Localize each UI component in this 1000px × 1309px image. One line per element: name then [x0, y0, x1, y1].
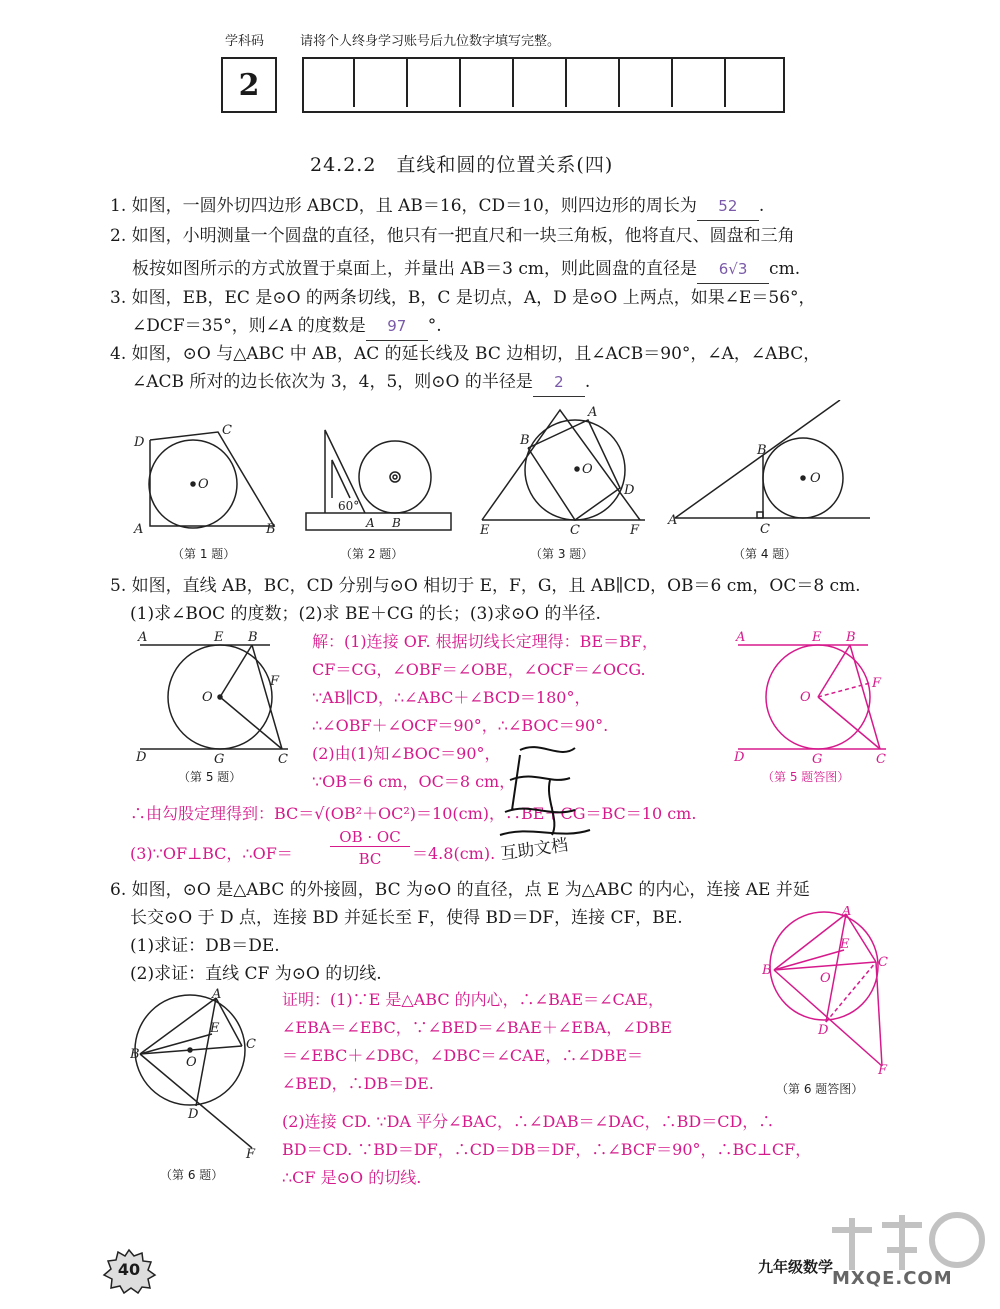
svg-text:A: A: [668, 513, 678, 528]
header-instruction: 请将个人终身学习账号后九位数字填写完整。: [300, 34, 561, 49]
svg-text:B: B: [130, 1047, 140, 1062]
q6-line2: 长交⊙O 于 D 点，连接 BD 并延长至 F，使得 BD＝DF，连接 CF，BE.: [130, 908, 683, 928]
svg-text:C: C: [246, 1037, 256, 1052]
svg-text:G: G: [214, 752, 225, 765]
svg-text:E: E: [840, 937, 850, 952]
q1-answer: 52: [697, 192, 759, 221]
svg-text:O: O: [820, 971, 831, 986]
svg-text:A: A: [134, 522, 144, 537]
q2-answer: 6√3: [697, 255, 769, 284]
q6-proof-line7: ∴CF 是⊙O 的切线.: [282, 1168, 422, 1187]
svg-text:D: D: [188, 1107, 199, 1122]
svg-text:A: A: [212, 988, 222, 1002]
q1-text: 1. 如图，一圆外切四边形 ABCD，且 AB＝16，CD＝10，则四边形的周长为: [110, 196, 697, 216]
svg-text:O: O: [202, 690, 213, 705]
figure-5: [130, 625, 295, 765]
q5-solution-line1: 解：(1)连接 OF. 根据切线长定理得：BE＝BF，: [312, 632, 658, 651]
svg-text:D: D: [134, 435, 145, 450]
fig6-answer-caption: （第 6 题答图）: [776, 1082, 864, 1096]
svg-text:B: B: [266, 522, 276, 537]
account-digit-cell[interactable]: [302, 57, 355, 107]
q6-line1: 6. 如图，⊙O 是△ABC 的外接圆，BC 为⊙O 的直径，点 E 为△ABC 的内心，连接 AE 并延: [110, 880, 810, 900]
svg-text:F: F: [630, 523, 640, 538]
svg-text:E: E: [812, 630, 822, 645]
svg-text:D: D: [624, 483, 635, 498]
fig2-caption: （第 2 题）: [340, 547, 404, 561]
watermark-brand: MXQE.COM: [832, 1268, 953, 1289]
q5-fraction-numerator: OB · OC: [330, 828, 410, 847]
svg-text:F: F: [270, 674, 280, 689]
q3-tail: °.: [427, 316, 442, 336]
q4-line2: ∠ACB 所对的边长依次为 3，4，5，则⊙O 的半径是: [132, 372, 533, 392]
svg-text:E: E: [210, 1021, 220, 1036]
svg-text:B: B: [520, 433, 530, 448]
account-digit-cell[interactable]: [408, 57, 461, 107]
svg-text:B: B: [757, 443, 767, 458]
fig6-caption: （第 6 题）: [160, 1168, 224, 1182]
svg-text:F: F: [878, 1063, 888, 1076]
svg-text:C: C: [760, 522, 770, 537]
q6-proof-line4: ∠BED，∴DB＝DE.: [282, 1074, 434, 1093]
footer-grade: 九年级数学: [758, 1258, 834, 1276]
svg-text:O: O: [186, 1055, 197, 1070]
subject-code-label: 学科码: [225, 34, 265, 49]
svg-text:F: F: [246, 1147, 256, 1162]
figure-6: [130, 988, 270, 1163]
svg-text:C: C: [570, 523, 580, 538]
question-2-line2: [132, 255, 800, 284]
question-1: [110, 192, 764, 221]
figures-1-to-4: [120, 400, 900, 545]
q2-tail: cm.: [769, 259, 801, 279]
q5-solution-line2: CF＝CG，∠OBF＝∠OBE，∠OCF＝∠OCG.: [312, 660, 646, 679]
svg-text:B: B: [248, 630, 258, 645]
account-digit-cell[interactable]: [461, 57, 514, 107]
q3-answer: 97: [366, 312, 428, 341]
svg-text:A: A: [138, 630, 148, 645]
q5-fraction-denominator: BC: [358, 850, 382, 868]
question-4-line2: [132, 368, 590, 397]
svg-text:A: A: [736, 630, 746, 645]
figure-5-answer: [728, 625, 898, 770]
figure-1: [149, 432, 274, 528]
svg-text:A: A: [366, 516, 375, 530]
question-3-line2: [132, 312, 442, 341]
q3-line2: ∠DCF＝35°，则∠A 的度数是: [132, 316, 366, 336]
fig5-caption: （第 5 题）: [178, 770, 242, 784]
svg-text:E: E: [214, 630, 224, 645]
q2-line1: 2. 如图，小明测量一个圆盘的直径，他只有一把直尺和一块三角板，他将直尺、圆盘和三角: [110, 226, 795, 246]
account-digit-cell[interactable]: [514, 57, 567, 107]
q6-proof-line6: BD＝CD. ∵BD＝DF，∴CD＝DB＝DF，∴∠BCF＝90°，∴BC⊥CF，: [282, 1140, 812, 1159]
q5-solution-line3: ∵AB∥CD，∴∠ABC＋∠BCD＝180°，: [312, 688, 591, 707]
account-digit-cell[interactable]: [567, 57, 620, 107]
figure-2: [306, 430, 451, 530]
svg-text:E: E: [480, 523, 490, 538]
fig2-angle: 60°: [338, 499, 360, 513]
svg-text:G: G: [812, 752, 823, 767]
svg-text:O: O: [582, 462, 593, 477]
figure-4: [675, 400, 870, 518]
q6-proof-line1: 证明：(1)∵E 是△ABC 的内心，∴∠BAE＝∠CAE，: [282, 990, 664, 1009]
q6-proof-line2: ∠EBA＝∠EBC，∵∠BED＝∠BAE＋∠EBA，∠DBE: [282, 1018, 672, 1037]
svg-text:B: B: [846, 630, 856, 645]
section-title: 24.2.2 直线和圆的位置关系(四): [310, 154, 614, 176]
account-digit-cell[interactable]: [620, 57, 673, 107]
svg-text:C: C: [876, 752, 886, 767]
svg-text:O: O: [810, 471, 821, 486]
svg-text:O: O: [800, 690, 811, 705]
q5-solution-line5: (2)由(1)知∠BOC＝90°，: [312, 744, 501, 763]
q5-solution-line7: ∴由勾股定理得到：BC＝√(OB²＋OC²)＝10(cm)，∴BE＋CG＝BC＝10 cm.: [130, 804, 697, 823]
q1-tail: .: [758, 196, 765, 216]
svg-text:D: D: [136, 750, 147, 765]
q5-solution-line6: ∵OB＝6 cm，OC＝8 cm，: [312, 772, 516, 791]
page-number: 40: [117, 1260, 141, 1279]
svg-text:B: B: [392, 516, 401, 530]
svg-text:C: C: [278, 752, 288, 765]
figure-6-answer: [762, 906, 897, 1076]
q5-solution-result: ＝4.8(cm).: [412, 844, 496, 863]
q5-solution-line8: (3)∵OF⊥BC，∴OF＝: [130, 844, 293, 863]
account-digit-cell[interactable]: [355, 57, 408, 107]
svg-text:C: C: [222, 423, 232, 438]
page-number-badge: [100, 1248, 158, 1294]
fig3-caption: （第 3 题）: [530, 547, 594, 561]
svg-text:B: B: [762, 963, 772, 978]
q5-line1: 5. 如图，直线 AB，BC，CD 分别与⊙O 相切于 E，F，G，且 AB∥CD，OB＝6 cm，OC＝8 cm.: [110, 576, 861, 596]
q6-part2: (2)求证：直线 CF 为⊙O 的切线.: [130, 964, 382, 984]
figure-3: [482, 410, 645, 520]
q2-line2: 板按如图所示的方式放置于桌面上，并量出 AB＝3 cm，则此圆盘的直径是: [132, 259, 698, 279]
svg-text:A: A: [588, 405, 598, 420]
account-digit-cell[interactable]: [673, 57, 726, 107]
q3-line1: 3. 如图，EB，EC 是⊙O 的两条切线，B，C 是切点，A，D 是⊙O 上两点，如果∠E＝56°，: [110, 288, 816, 308]
q4-tail: .: [584, 372, 591, 392]
q5-solution-line4: ∴∠OBF＋∠OCF＝90°，∴∠BOC＝90°.: [312, 716, 609, 735]
q6-part1: (1)求证：DB＝DE.: [130, 936, 280, 956]
watermark-logo: [822, 1210, 992, 1290]
q5-line2: (1)求∠BOC 的度数；(2)求 BE＋CG 的长；(3)求⊙O 的半径.: [130, 604, 601, 624]
svg-text:C: C: [878, 955, 888, 970]
subject-code-box[interactable]: 2: [221, 57, 277, 113]
q6-proof-line5: (2)连接 CD. ∵DA 平分∠BAC，∴∠DAB＝∠DAC，∴BD＝CD，∴: [282, 1112, 775, 1131]
q4-answer: 2: [533, 368, 585, 397]
fig5-answer-caption: （第 5 题答图）: [762, 770, 850, 784]
q4-line1: 4. 如图，⊙O 与△ABC 中 AB，AC 的延长线及 BC 边相切，且∠ACB＝90°，∠A，∠ABC，: [110, 344, 821, 364]
q6-proof-line3: ＝∠EBC＋∠DBC，∠DBC＝∠CAE，∴∠DBE＝: [282, 1046, 644, 1065]
svg-text:O: O: [198, 477, 209, 492]
watermark-text: 互助文档: [499, 835, 570, 865]
svg-text:A: A: [842, 906, 852, 919]
fig1-caption: （第 1 题）: [172, 547, 236, 561]
svg-text:D: D: [818, 1023, 829, 1038]
fig4-caption: （第 4 题）: [733, 547, 797, 561]
svg-text:D: D: [734, 750, 745, 765]
svg-text:F: F: [872, 676, 882, 691]
